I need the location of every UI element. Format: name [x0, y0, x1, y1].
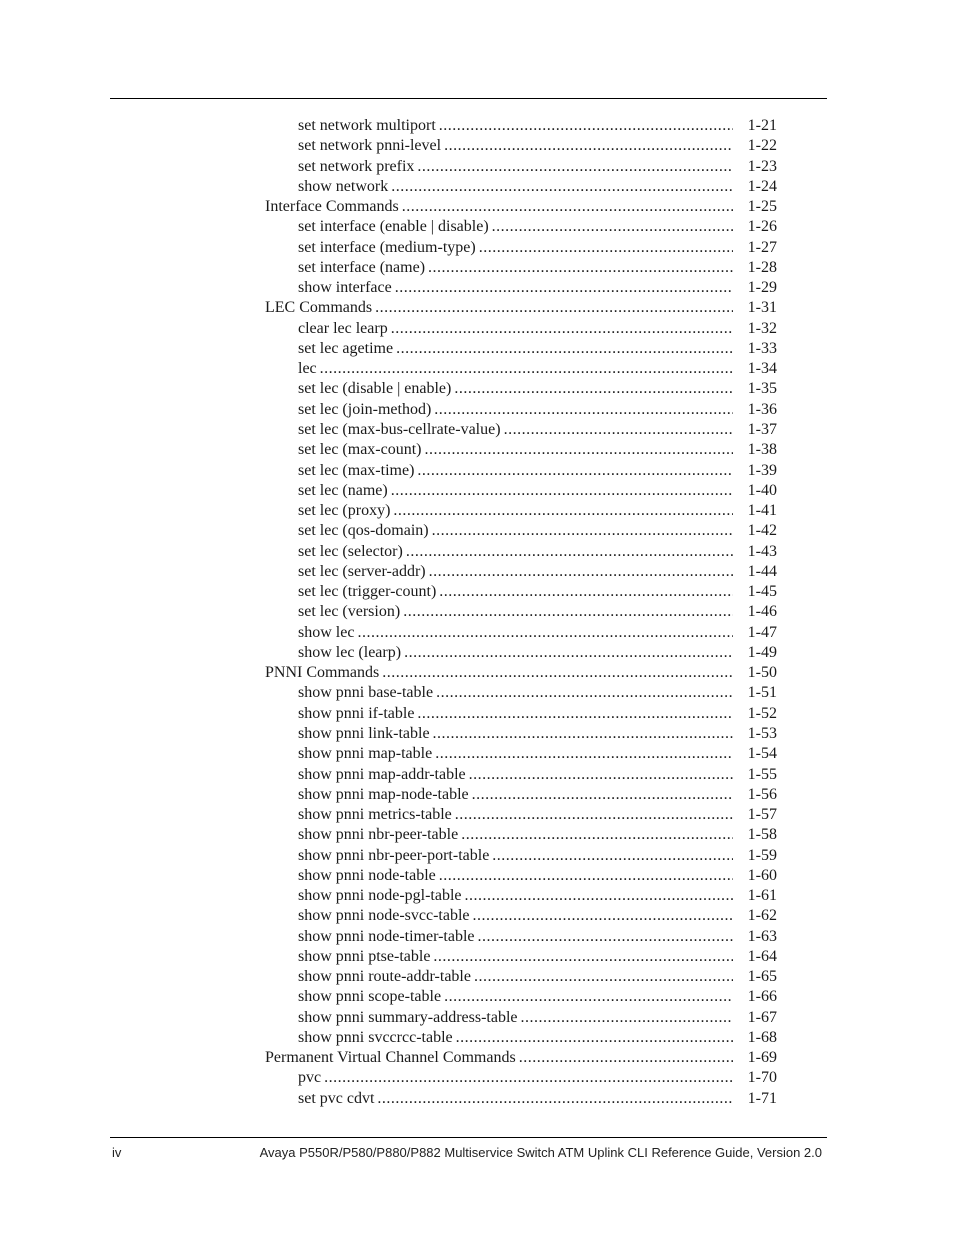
toc-section-entry[interactable] [265, 663, 777, 683]
toc-entry-label: set network multiport [298, 117, 436, 134]
toc-entry[interactable] [265, 420, 777, 440]
toc-leader-dots [432, 521, 733, 541]
toc-entry-page: 1-26 [747, 218, 777, 236]
toc-entry[interactable] [265, 157, 777, 177]
toc-leader-dots [439, 866, 733, 886]
toc-entry-page: 1-52 [747, 704, 777, 722]
toc-entry-label: set lec (trigger-count) [298, 583, 437, 601]
toc-entry-page: 1-60 [747, 866, 777, 884]
toc-entry-page: 1-51 [747, 684, 777, 702]
toc-entry[interactable] [265, 785, 777, 805]
toc-entry[interactable] [265, 1008, 777, 1028]
toc-leader-dots [428, 258, 733, 278]
toc-leader-dots [434, 400, 733, 420]
toc-entry-page: 1-35 [747, 380, 777, 398]
toc-entry-label: set network pnni-level [298, 137, 442, 155]
toc-leader-dots [455, 805, 733, 825]
toc-leader-dots [375, 298, 733, 318]
toc-entry-label: show pnni node-timer-table [298, 927, 475, 945]
toc-leader-dots [472, 785, 733, 805]
toc-entry-label: set lec (server-addr) [298, 562, 426, 580]
toc-entry[interactable] [265, 846, 777, 866]
toc-entry-label: set lec (qos-domain) [298, 522, 429, 540]
toc-entry-label: show lec [298, 623, 355, 641]
toc-entry[interactable] [265, 481, 777, 501]
toc-entry[interactable] [265, 805, 777, 825]
toc-entry[interactable] [265, 602, 777, 622]
toc-entry-label: show pnni nbr-peer-table [298, 826, 459, 844]
toc-entry[interactable] [265, 521, 777, 541]
toc-entry-label: show pnni map-table [298, 745, 433, 763]
toc-entry[interactable] [265, 947, 777, 967]
toc-entry[interactable] [265, 704, 777, 724]
toc-leader-dots [465, 886, 733, 906]
toc-leader-dots [439, 116, 733, 136]
toc-entry-label: show pnni if-table [298, 704, 415, 722]
footer-rule [110, 1137, 827, 1138]
header-rule [110, 98, 827, 99]
toc-entry-label: show lec (learp) [298, 643, 402, 661]
toc-entry-page: 1-58 [747, 826, 777, 844]
toc-entry-page: 1-28 [747, 258, 777, 276]
toc-entry[interactable] [265, 582, 777, 602]
toc-entry-label: show pnni node-pgl-table [298, 887, 462, 905]
toc-entry-page: 1-63 [747, 927, 777, 945]
toc-entry-page: 1-65 [747, 968, 777, 986]
toc-entry-page: 1-43 [747, 542, 777, 560]
toc-leader-dots [393, 501, 733, 521]
toc-entry-page: 1-67 [747, 1008, 777, 1026]
toc-entry[interactable] [265, 825, 777, 845]
toc-leader-dots [439, 582, 733, 602]
toc-entry-page: 1-70 [747, 1069, 777, 1087]
toc-entry-page: 1-39 [747, 461, 777, 479]
toc-entry-page: 1-47 [747, 623, 777, 641]
toc-leader-dots [417, 704, 733, 724]
toc-entry-page: 1-71 [747, 1089, 777, 1107]
toc-entry-page: 1-36 [747, 400, 777, 418]
toc-entry[interactable] [265, 319, 777, 339]
toc-entry-label: show interface [298, 279, 392, 297]
toc-entry[interactable] [265, 116, 777, 136]
toc-entry-label: set lec (proxy) [298, 502, 391, 520]
toc-entry-label: set interface (name) [298, 258, 426, 276]
toc-entry-page: 1-69 [747, 1049, 777, 1067]
toc-entry-label: Permanent Virtual Channel Commands [265, 1049, 516, 1067]
toc-entry[interactable] [265, 278, 777, 298]
toc-entry-label: show pnni node-table [298, 866, 436, 884]
toc-entry-page: 1-45 [747, 583, 777, 601]
toc-entry-label: Interface Commands [265, 198, 399, 216]
toc-entry-label: pvc [298, 1069, 322, 1087]
toc-leader-dots [417, 461, 733, 481]
toc-entry-label: set lec (name) [298, 481, 388, 499]
toc-leader-dots [433, 724, 733, 744]
toc-entry[interactable] [265, 177, 777, 197]
toc-entry-label: show pnni metrics-table [298, 806, 452, 824]
toc-leader-dots [382, 663, 733, 683]
toc-leader-dots [391, 481, 733, 501]
toc-entry-page: 1-27 [747, 238, 777, 256]
toc-leader-dots [469, 765, 733, 785]
toc-entry[interactable] [265, 987, 777, 1007]
toc-entry-label: set pvc cdvt [298, 1089, 375, 1107]
toc-entry-page: 1-22 [747, 137, 777, 155]
toc-entry[interactable] [265, 1068, 777, 1088]
toc-entry-label: LEC Commands [265, 299, 373, 317]
toc-leader-dots [461, 825, 733, 845]
toc-entry-label: set lec (max-count) [298, 441, 422, 459]
toc-entry-page: 1-57 [747, 806, 777, 824]
toc-entry[interactable] [265, 724, 777, 744]
toc-leader-dots [435, 744, 733, 764]
toc-entry[interactable] [265, 886, 777, 906]
footer-page-number: iv [112, 1145, 122, 1160]
toc-section-entry[interactable] [265, 298, 777, 318]
toc-entry-label: lec [298, 360, 317, 378]
toc-entry-label: show pnni route-addr-table [298, 968, 471, 986]
toc-leader-dots [454, 379, 733, 399]
toc-entry-page: 1-64 [747, 947, 777, 965]
toc-entry-page: 1-53 [747, 724, 777, 742]
toc-leader-dots [391, 177, 733, 197]
toc-entry-label: show network [298, 177, 389, 195]
toc-entry-page: 1-50 [747, 664, 777, 682]
toc-entry[interactable] [265, 359, 777, 379]
toc-entry[interactable] [265, 562, 777, 582]
toc-leader-dots [521, 1008, 733, 1028]
toc-entry-label: PNNI Commands [265, 664, 380, 682]
toc-entry[interactable] [265, 866, 777, 886]
toc-entry-label: show pnni map-addr-table [298, 765, 466, 783]
toc-section-entry[interactable] [265, 197, 777, 217]
toc-entry[interactable] [265, 765, 777, 785]
toc-entry-page: 1-21 [747, 117, 777, 134]
toc-leader-dots [436, 683, 733, 703]
toc-leader-dots [377, 1089, 733, 1109]
toc-entry-label: show pnni link-table [298, 724, 430, 742]
toc-entry-page: 1-25 [747, 198, 777, 216]
toc-entry-page: 1-54 [747, 745, 777, 763]
toc-leader-dots [402, 197, 733, 217]
toc-entry-page: 1-42 [747, 522, 777, 540]
toc-leader-dots [324, 1068, 733, 1088]
toc-entry[interactable] [265, 623, 777, 643]
toc-entry-page: 1-33 [747, 339, 777, 357]
toc-entry[interactable] [265, 258, 777, 278]
toc-entry-page: 1-68 [747, 1028, 777, 1046]
toc-entry[interactable] [265, 683, 777, 703]
toc-entry[interactable] [265, 967, 777, 987]
toc-entry-page: 1-37 [747, 420, 777, 438]
toc-leader-dots [429, 562, 733, 582]
toc-leader-dots [492, 217, 733, 237]
toc-entry-label: show pnni base-table [298, 684, 434, 702]
toc-entry-label: show pnni node-svcc-table [298, 907, 470, 925]
toc-entry-label: set interface (enable | disable) [298, 218, 489, 236]
toc-entry-label: set lec (disable | enable) [298, 380, 452, 398]
toc-entry-page: 1-46 [747, 603, 777, 621]
toc-leader-dots [444, 136, 733, 156]
toc-entry-label: set lec (selector) [298, 542, 403, 560]
footer-document-title: Avaya P550R/P580/P880/P882 Multiservice Switch ATM Uplink CLI Reference Guide, Version 2.0 [259, 1145, 822, 1160]
toc-leader-dots [519, 1048, 733, 1068]
toc-entry[interactable] [265, 1028, 777, 1048]
toc-entry-page: 1-56 [747, 785, 777, 803]
toc-entry[interactable] [265, 744, 777, 764]
toc-leader-dots [396, 339, 733, 359]
toc-entry[interactable] [265, 339, 777, 359]
toc-leader-dots [456, 1028, 733, 1048]
toc-entry-label: set lec (join-method) [298, 400, 432, 418]
toc-leader-dots [492, 846, 733, 866]
toc-entry-page: 1-44 [747, 562, 777, 580]
toc-leader-dots [474, 967, 733, 987]
toc-leader-dots [479, 238, 733, 258]
toc-entry-label: set network prefix [298, 157, 415, 175]
toc-entry-label: set lec agetime [298, 339, 394, 357]
toc-entry-page: 1-38 [747, 441, 777, 459]
toc-entry-label: show pnni ptse-table [298, 947, 431, 965]
toc-entry-page: 1-61 [747, 887, 777, 905]
toc-entry-label: show pnni nbr-peer-port-table [298, 846, 490, 864]
toc-entry-page: 1-40 [747, 481, 777, 499]
toc-entry-page: 1-49 [747, 643, 777, 661]
toc-entry[interactable] [265, 501, 777, 521]
toc-entry-label: clear lec learp [298, 319, 388, 337]
toc-entry-label: show pnni scope-table [298, 988, 442, 1006]
toc-entry-page: 1-24 [747, 177, 777, 195]
toc-entry-page: 1-32 [747, 319, 777, 337]
toc-entry-page: 1-55 [747, 765, 777, 783]
toc-leader-dots [433, 947, 733, 967]
toc-leader-dots [404, 643, 733, 663]
toc-entry[interactable] [265, 927, 777, 947]
toc-entry-label: show pnni map-node-table [298, 785, 469, 803]
toc-entry-page: 1-31 [747, 299, 777, 317]
toc-entry-page: 1-41 [747, 502, 777, 520]
toc-entry[interactable] [265, 379, 777, 399]
toc-entry-page: 1-23 [747, 157, 777, 175]
toc-entry[interactable] [265, 136, 777, 156]
toc-entry-label: show pnni svccrcc-table [298, 1028, 453, 1046]
toc-leader-dots [417, 157, 733, 177]
toc-entry[interactable] [265, 643, 777, 663]
toc-entry[interactable] [265, 217, 777, 237]
toc-leader-dots [395, 278, 733, 298]
toc-entry[interactable] [265, 440, 777, 460]
toc-leader-dots [444, 987, 733, 1007]
toc-leader-dots [425, 440, 734, 460]
toc-leader-dots [320, 359, 733, 379]
toc-entry-label: show pnni summary-address-table [298, 1008, 518, 1026]
toc-leader-dots [391, 319, 733, 339]
toc-entry-label: set lec (max-bus-cellrate-value) [298, 420, 501, 438]
toc-entry-page: 1-59 [747, 846, 777, 864]
toc-entry[interactable] [265, 400, 777, 420]
toc-entry[interactable] [265, 238, 777, 258]
toc-entry-label: set interface (medium-type) [298, 238, 476, 256]
toc-entry[interactable] [265, 542, 777, 562]
toc-leader-dots [473, 906, 733, 926]
toc-entry[interactable] [265, 906, 777, 926]
toc-entry[interactable] [265, 461, 777, 481]
toc-leader-dots [478, 927, 733, 947]
toc-entry-page: 1-62 [747, 907, 777, 925]
toc-entry-page: 1-66 [747, 988, 777, 1006]
toc-entry[interactable] [265, 1089, 777, 1109]
toc-leader-dots [403, 602, 733, 622]
toc-section-entry[interactable] [265, 1048, 777, 1068]
toc-leader-dots [504, 420, 733, 440]
toc-leader-dots [406, 542, 733, 562]
toc-entry-label: set lec (version) [298, 603, 401, 621]
toc-entry-page: 1-29 [747, 279, 777, 297]
toc-entry-label: set lec (max-time) [298, 461, 415, 479]
toc-entry-page: 1-34 [747, 360, 777, 378]
table-of-contents [265, 116, 777, 1109]
toc-leader-dots [357, 623, 733, 643]
